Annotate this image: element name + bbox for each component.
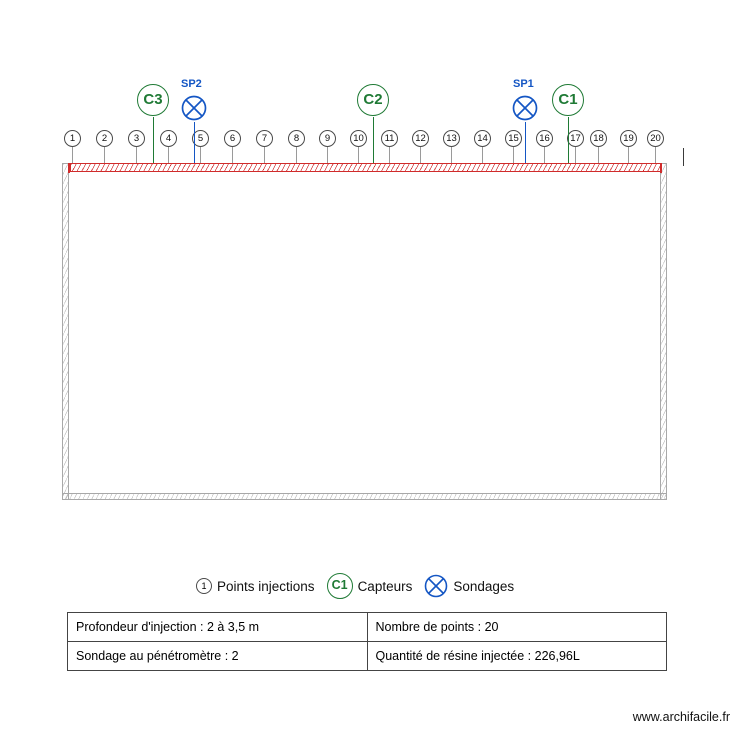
dimension-tick [683, 148, 684, 166]
injection-point-icon: 1 [196, 578, 212, 594]
injection-point[interactable]: 19 [620, 130, 637, 147]
legend [196, 573, 514, 599]
capteur-marker[interactable]: C2 [357, 84, 389, 116]
sondage-leader [194, 122, 195, 163]
injection-point-leader [420, 147, 421, 163]
injection-point-leader [104, 147, 105, 163]
injection-point-leader [451, 147, 452, 163]
legend-sondages-label: Sondages [453, 578, 515, 594]
table-cell: Nombre de points : 20 [367, 613, 667, 642]
injection-point[interactable]: 4 [160, 130, 177, 147]
injection-point-leader [168, 147, 169, 163]
injection-point[interactable]: 9 [319, 130, 336, 147]
injection-point[interactable]: 12 [412, 130, 429, 147]
table-row [68, 642, 667, 671]
injection-point-leader [296, 147, 297, 163]
injection-point-leader [628, 147, 629, 163]
wall-top-injected [70, 163, 661, 172]
injection-point-leader [513, 147, 514, 163]
injection-point-leader [544, 147, 545, 163]
legend-capteurs-label: Capteurs [357, 578, 413, 594]
injection-point[interactable]: 11 [381, 130, 398, 147]
injection-point-leader [327, 147, 328, 163]
injection-point[interactable]: 17 [567, 130, 584, 147]
capteur-marker[interactable]: C3 [137, 84, 169, 116]
sondage-marker[interactable] [512, 95, 538, 121]
sondage-label: SP2 [181, 78, 202, 90]
sondage-leader [525, 122, 526, 163]
wall-left [62, 163, 69, 500]
sondage-icon [424, 574, 448, 598]
sondage-label: SP1 [513, 78, 534, 90]
injection-point[interactable]: 8 [288, 130, 305, 147]
injection-point-leader [72, 147, 73, 163]
injection-point[interactable]: 3 [128, 130, 145, 147]
building-outline [62, 163, 667, 500]
injection-point-leader [389, 147, 390, 163]
table-row [68, 613, 667, 642]
table-cell: Sondage au pénétromètre : 2 [68, 642, 368, 671]
wall-right [660, 163, 667, 500]
injection-point-leader [575, 147, 576, 163]
injection-point-leader [598, 147, 599, 163]
table-cell: Profondeur d'injection : 2 à 3,5 m [68, 613, 368, 642]
legend-capteurs [327, 573, 413, 599]
capteur-leader [373, 117, 374, 163]
injection-point[interactable]: 7 [256, 130, 273, 147]
injection-point[interactable]: 5 [192, 130, 209, 147]
injection-point[interactable]: 14 [474, 130, 491, 147]
injection-point[interactable]: 15 [505, 130, 522, 147]
table-cell: Quantité de résine injectée : 226,96L [367, 642, 667, 671]
wall-bottom [62, 493, 667, 500]
injection-point-leader [655, 147, 656, 163]
legend-sondages [424, 574, 514, 598]
injection-point-leader [482, 147, 483, 163]
legend-points [196, 578, 315, 594]
injection-point[interactable]: 2 [96, 130, 113, 147]
injection-point[interactable]: 18 [590, 130, 607, 147]
wall-top-end-right [660, 163, 662, 173]
injection-point-leader [136, 147, 137, 163]
injection-point-leader [232, 147, 233, 163]
injection-point[interactable]: 20 [647, 130, 664, 147]
footer-website: www.archifacile.fr [632, 710, 730, 724]
capteur-marker[interactable]: C1 [552, 84, 584, 116]
capteur-leader [153, 117, 154, 163]
injection-point[interactable]: 1 [64, 130, 81, 147]
injection-point[interactable]: 10 [350, 130, 367, 147]
injection-point-leader [358, 147, 359, 163]
legend-points-label: Points injections [217, 578, 315, 594]
info-table [67, 612, 667, 671]
capteur-leader [568, 117, 569, 163]
wall-top-end-left [68, 163, 70, 173]
injection-point-leader [200, 147, 201, 163]
injection-point-leader [264, 147, 265, 163]
capteur-icon: C1 [327, 573, 353, 599]
injection-point[interactable]: 16 [536, 130, 553, 147]
injection-point[interactable]: 6 [224, 130, 241, 147]
injection-point[interactable]: 13 [443, 130, 460, 147]
sondage-marker[interactable] [181, 95, 207, 121]
